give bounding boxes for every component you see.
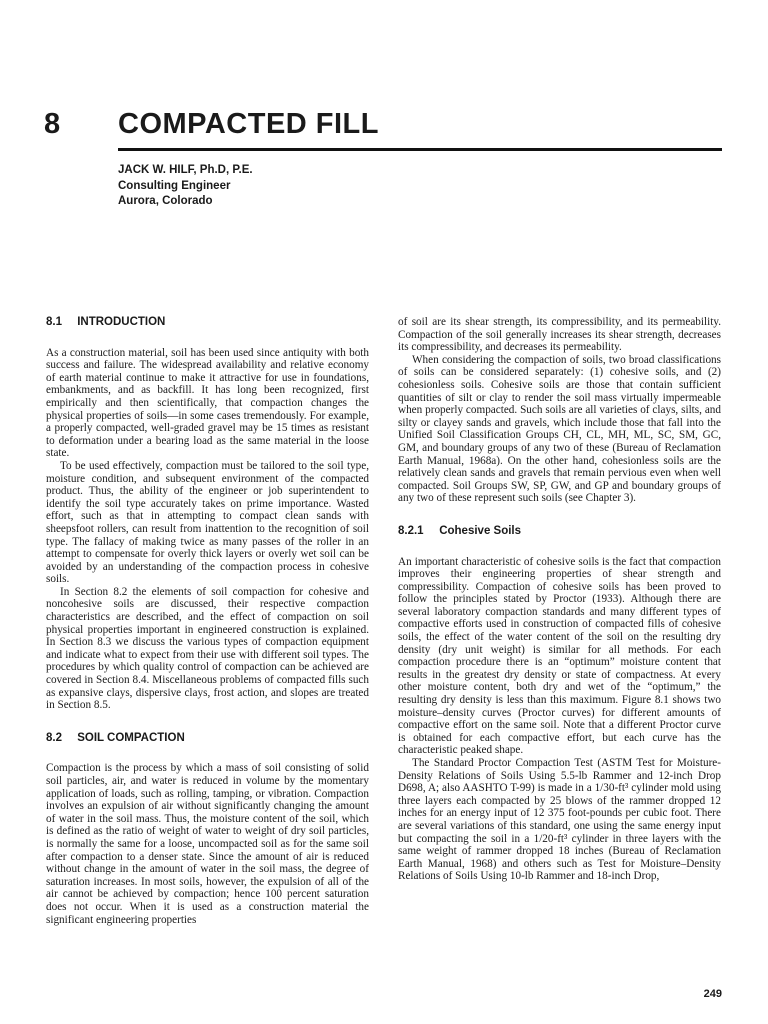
section-title: Cohesive Soils [439, 524, 522, 537]
page-number: 249 [703, 988, 722, 1000]
section-title: SOIL COMPACTION [77, 731, 185, 744]
title-rule [118, 148, 722, 151]
paragraph: When considering the compaction of soils, two broad classifications of soils can be considered separately: (1) cohesive soils, and (2) cohesionless soils. Cohesive soils are those that contain sufficient quantities of silt or clay to render the soil mass virtually impermeable when properly compacted. Such soils are all varieties of clays, silts, and silty or clayey sands and gravels, which include those that fall into the Unified Soil Classification Groups CH, CL, MH, ML, SC, SM, GC, GM, and boundary groups of any two of these (Bureau of Reclamation Earth Manual, 1968a). On the other hand, cohesionless soils are the relatively clean sands and gravels that remain pervious even when well compacted. Soil Groups SW, SP, GW, and GP and boundary groups of any two of these represent such soils (see Chapter 3). [398, 353, 721, 505]
author-role: Consulting Engineer [118, 179, 231, 192]
paragraph: An important characteristic of cohesive soils is the fact that compaction improves their engineering properties of shear strength and compressibility. Compaction of cohesive soils has been proved to follow the principles stated by Proctor (1933). Although there are several laboratory compaction standards and many different types of compactive efforts used in construction of compacted fills of cohesive soils, the effect of the water content of the soil on the resulting dry density (dry unit weight) is similar for all methods. For each compaction procedure there is an “optimum” moisture content that results in the greatest dry density or state of compactness. At every other moisture content, both dry and wet of the “optimum,” the resulting dry density is less than this maximum. Figure 8.1 shows two moisture–density curves (Proctor curves) for different amounts of compactive effort on the same soil. Note that a different Proctor curve is obtained for each compactive effort, but each curve has the characteristic peaked shape. [398, 555, 721, 757]
section-number: 8.2 [46, 731, 62, 744]
author-block [118, 163, 253, 210]
section-number: 8.2.1 [398, 524, 424, 537]
paragraph: To be used effectively, compaction must be tailored to the soil type, moisture condition, and subsequent environment of the compacted product. Thus, the ability of the engineer or job superintendent to identify the soil type accurately takes on prime importance. Wasted effort, such as that in attempting to compact clean sands with sheepsfoot rollers, can result from inattention to the recognition of soil type. The fallacy of making twice as many passes of the roller in an attempt to compensate for overly thick layers or overly wet soil can be avoided by an understanding of the compaction process in cohesive soils. [46, 459, 369, 586]
left-column [46, 316, 369, 926]
paragraph: The Standard Proctor Compaction Test (ASTM Test for Moisture-Density Relations of Soils Using 5.5-lb Rammer and 12-inch Drop D698, A; also AASHTO T-99) is made in a 1/30-ft³ cylinder mold using three layers each compacted by 25 blows of the rammer dropped 12 inches for an energy input of 12 375 foot-pounds per cubic foot. There are several variations of this standard, one using the same energy input but compacting the soil in a 1/20-ft³ cylinder in three layers with the same weight of rammer dropped 18 inches (Bureau of Reclamation Earth Manual, 1968) and others such as Test for Moisture–Density Relations of Soils Using 10-lb Rammer and 18-inch Drop, [398, 757, 721, 883]
author-location: Aurora, Colorado [118, 195, 213, 207]
section-heading-8-2 [46, 732, 369, 745]
right-column [398, 316, 721, 883]
paragraph: of soil are its shear strength, its compressibility, and its permeability. Compaction of the soil generally increases its shear strength, decreases its compressibility, and decreases its permeability. [398, 316, 721, 354]
section-number: 8.1 [46, 316, 62, 328]
section-heading-8-2-1 [398, 525, 721, 538]
chapter-number: 8 [44, 108, 61, 140]
paragraph: Compaction is the process by which a mass of soil consisting of solid soil particles, air, and water is reduced in volume by the momentary application of loads, such as rolling, tamping, or vibration. Compaction involves an expulsion of air without significantly changing the amount of water in the soil mass. Thus, the moisture content of the soil, which is defined as the ratio of weight of water to weight of dry soil particles, is normally the same for a loose, uncompacted soil as for the same soil after compaction to a denser state. Since the amount of air is reduced without change in the amount of water in the soil mass, the degree of saturation increases. In most soils, however, the expulsion of all of the air cannot be achieved by compaction; hence 100 percent saturation does not occur. When it is used as a construction material the significant engineering properties [46, 762, 369, 926]
section-title: INTRODUCTION [77, 316, 166, 328]
paragraph: As a construction material, soil has been used since antiquity with both success and failure. The widespread availability and relative economy of earth material continue to make it attractive for use in foundations, embankments, and as backfill. It has long been recognized, first empirically and then scientifically, that compaction changes the physical properties of soils—in some cases tremendously. For example, a properly compacted, well-graded gravel may be 15 times as resistant to deformation under a bearing load as the same material in the loose state. [46, 346, 369, 460]
paragraph: In Section 8.2 the elements of soil compaction for cohesive and noncohesive soils are discussed, their respective compaction characteristics are described, and the effect of compaction on soil physical properties important in engineered construction is explained. In Section 8.3 we discuss the various types of compaction equipment and indicate what to expect from their use with different soil types. The procedures by which quality control of compaction can be achieved are covered in Section 8.4. Miscellaneous problems of compacted fills such as expansive clays, dispersive clays, frost action, and slopes are treated in Section 8.5. [46, 585, 369, 712]
chapter-title: COMPACTED FILL [118, 108, 379, 140]
section-heading-8-1 [46, 316, 369, 329]
author-name: JACK W. HILF, Ph.D, P.E. [118, 164, 253, 176]
